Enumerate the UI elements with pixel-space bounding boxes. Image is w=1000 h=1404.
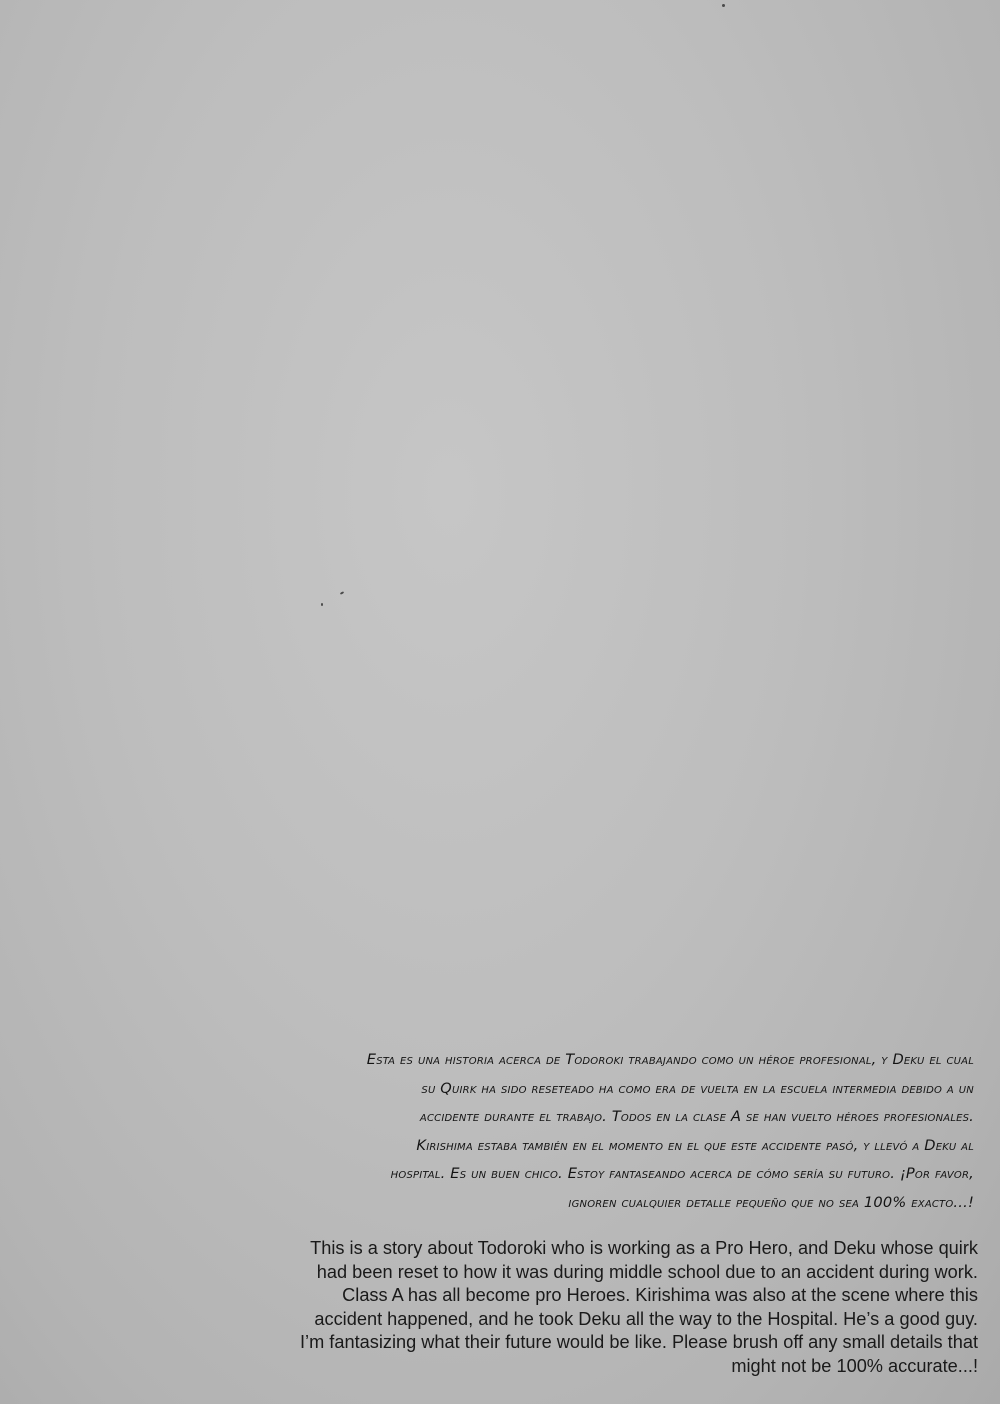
english-note-line: had been reset to how it was during middle school due to an accident during work. (316, 1261, 978, 1282)
spanish-note-line: Esta es una historia acerca de Todoroki trabajando como un héroe profesional, y Deku el cual (366, 1051, 974, 1068)
english-author-note (150, 1237, 978, 1379)
english-note-line: Class A has all become pro Heroes. Kirishima was also at the scene where this (342, 1285, 978, 1306)
spanish-note-line: hospital. Es un buen chico. Estoy fantaseando acerca de cómo sería su futuro. ¡Por favor, (390, 1165, 974, 1182)
spanish-translation-note (60, 1046, 974, 1217)
paper-speck (321, 603, 323, 606)
english-note-line: This is a story about Todoroki who is working as a Pro Hero, and Deku whose quirk (310, 1238, 978, 1258)
spanish-note-line: accidente durante el trabajo. Todos en la clase A se han vuelto héroes profesionales. (419, 1108, 974, 1125)
spanish-note-line: ignoren cualquier detalle pequeño que no sea 100% exacto...! (568, 1193, 974, 1211)
english-note-line: accident happened, and he took Deku all the way to the Hospital. He’s a good guy. (314, 1308, 978, 1329)
spanish-note-line: su Quirk ha sido reseteado ha como era de vuelta en la escuela intermedia debido a un (421, 1079, 974, 1097)
paper-speck (340, 591, 344, 595)
english-note-line: I’m fantasizing what their future would be like. Please brush off any small details that (299, 1332, 978, 1353)
spanish-note-line: Kirishima estaba también en el momento en el que este accidente pasó, y llevó a Deku al (416, 1136, 974, 1154)
english-note-line: might not be 100% accurate...! (731, 1355, 978, 1376)
paper-speck (722, 4, 725, 7)
